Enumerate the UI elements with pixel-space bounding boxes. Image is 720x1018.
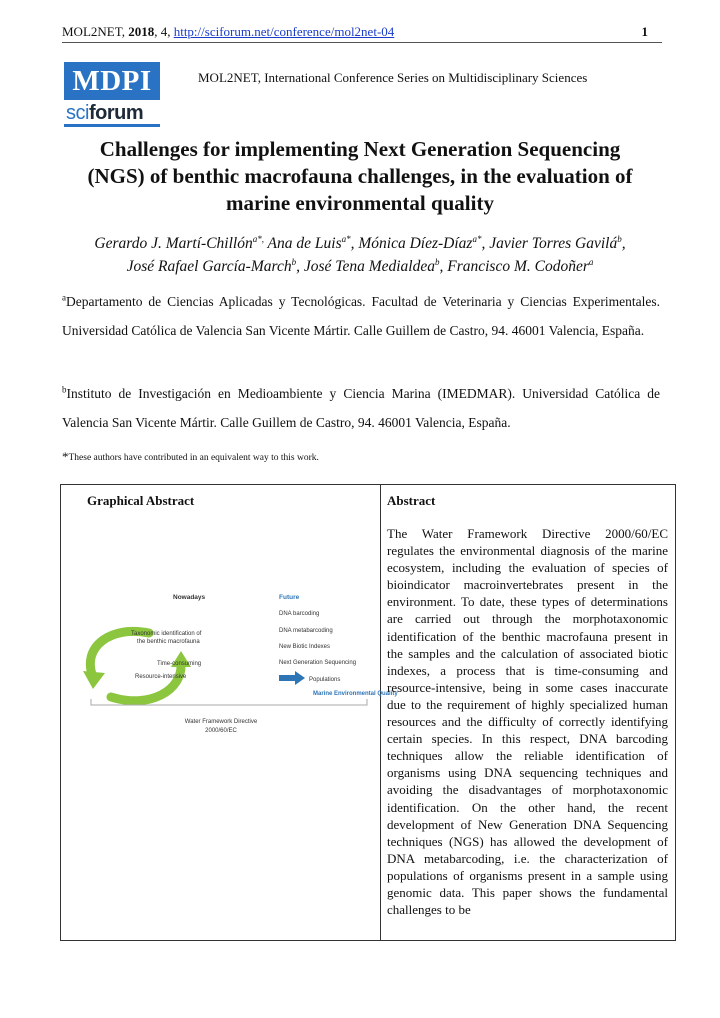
author-name: , José Tena Medialdea xyxy=(296,258,435,275)
mdpi-sciforum-logo xyxy=(64,62,160,126)
logo-sci: sci xyxy=(66,102,89,124)
graphical-abstract-heading: Graphical Abstract xyxy=(87,493,195,508)
author-sup: b xyxy=(617,233,622,244)
header-journal: MOL2NET, xyxy=(62,24,125,39)
affiliation-text: Departamento de Ciencias Aplicadas y Tecnológicas. Facultad de Veterinaria y Ciencias Experimentales. Universidad Católica de Valencia San Vicente Mártir. Calle Guillem de Castro, 94. 46001 Valencia, España. xyxy=(62,294,660,338)
affiliation-a xyxy=(62,287,660,345)
author-sup: a* xyxy=(341,233,351,244)
ga-taxonomic-2: the benthic macrofauna xyxy=(137,639,200,645)
ga-wfd-2: 2000/60/EC xyxy=(205,728,237,734)
title-line: Challenges for implementing Next Generation Sequencing xyxy=(99,137,621,161)
ga-ngs: Next Generation Sequencing xyxy=(279,660,357,666)
affiliation-b xyxy=(62,379,660,437)
abstract-heading: Abstract xyxy=(387,493,436,508)
author-sep: , xyxy=(621,235,626,252)
author-name: , Francisco M. Codoñer xyxy=(439,258,589,275)
equal-contribution-note xyxy=(62,449,319,465)
note-star: * xyxy=(62,449,69,464)
cycle-arrow-lower-icon xyxy=(111,663,181,701)
logo-underline xyxy=(64,124,160,127)
author-sup: a*, xyxy=(252,233,264,244)
conference-link[interactable]: http://sciforum.net/conference/mol2net-04 xyxy=(173,24,395,39)
ga-dna-barcoding: DNA barcoding xyxy=(279,611,320,617)
author-list xyxy=(60,232,660,278)
ga-resource-intensive: Resource-intensive xyxy=(135,674,187,680)
ga-future: Future xyxy=(279,594,300,601)
populations-arrow-icon xyxy=(279,671,305,685)
header-year: 2018 xyxy=(128,24,155,39)
ga-new-biotic-indexes: New Biotic Indexes xyxy=(279,644,331,650)
ga-wfd-1: Water Framework Directive xyxy=(184,719,258,725)
running-header xyxy=(62,22,662,43)
cycle-arrowhead-upper-icon xyxy=(83,671,105,689)
author-name: Gerardo J. Martí-Chillón xyxy=(94,235,253,252)
ga-nowadays: Nowadays xyxy=(173,594,206,601)
ga-time-consuming: Time-consuming xyxy=(157,661,202,667)
author-sup: a* xyxy=(472,233,482,244)
page-number: 1 xyxy=(641,24,648,39)
paper-title xyxy=(70,136,650,217)
ga-meq: Marine Environmental Quality xyxy=(313,691,398,697)
affiliation-sup: a xyxy=(62,292,66,303)
graphical-abstract-figure xyxy=(71,585,398,765)
ga-dna-metabarcoding: DNA metabarcoding xyxy=(279,628,333,634)
header-citation xyxy=(62,24,394,40)
author-sup: b xyxy=(291,256,297,267)
author-name: , Javier Torres Gavilá xyxy=(481,235,618,252)
logo-forum: forum xyxy=(88,102,144,124)
abstract-text: The Water Framework Directive 2000/60/EC regulates the environmental diagnosis of the marine ecosystem, including the evaluation of species of bioindicator macroinvertebrates present in the environment. To date, these types of determinations are carried out through the morphotaxonomic identification of the benthic macrofauna present in the samples and the calculation of associated biotic indexes, a process that is time-consuming and resource-intensive, being in some cases inaccurate due to the requirement of highly specialized human resources and the difficulty of correctly identifying certain species. In this respect, DNA barcoding techniques allow the reliable identification of organisms using DNA sequencing techniques and avoiding the disadvantages of morphotaxonomic identification. On the other hand, the recent development of New Generation DNA Sequencing techniques (NGS) has allowed the development of DNA metabarcoding, i.e. the characterization of populations of organisms present in a sample using genomic data. This paper shows the fundamental challenges to be xyxy=(387,526,668,918)
author-line-2 xyxy=(60,255,660,278)
author-line-1 xyxy=(60,232,660,255)
logo-mdpi: MDPI xyxy=(64,62,160,100)
author-sup: a xyxy=(588,256,594,267)
author-name: José Rafael García-March xyxy=(126,258,292,275)
affiliation-sup: b xyxy=(62,384,67,395)
affiliation-text: Instituto de Investigación en Medioambiente y Ciencia Marina (IMEDMAR). Universidad Católica de Valencia San Vicente Mártir. Calle Guillem de Castro, 94. 46001 Valencia, España. xyxy=(62,386,660,430)
author-name: , Mónica Díez-Díaz xyxy=(350,235,473,252)
abstract-table xyxy=(60,484,676,941)
title-line: (NGS) of benthic macrofauna challenges, in the evaluation of xyxy=(87,164,633,188)
title-line: marine environmental quality xyxy=(226,191,494,215)
author-name: Ana de Luis xyxy=(263,235,342,252)
column-divider xyxy=(380,485,381,940)
ga-taxonomic-1: Taxonomic identification of xyxy=(131,631,202,637)
ga-populations: Populations xyxy=(309,677,341,683)
note-text: These authors have contributed in an equivalent way to this work. xyxy=(68,453,319,463)
conference-series: MOL2NET, International Conference Series on Multidisciplinary Sciences xyxy=(198,70,588,85)
header-volume: , 4, xyxy=(154,24,171,39)
author-sup: b xyxy=(435,256,440,267)
logo-sciforum xyxy=(66,102,143,125)
